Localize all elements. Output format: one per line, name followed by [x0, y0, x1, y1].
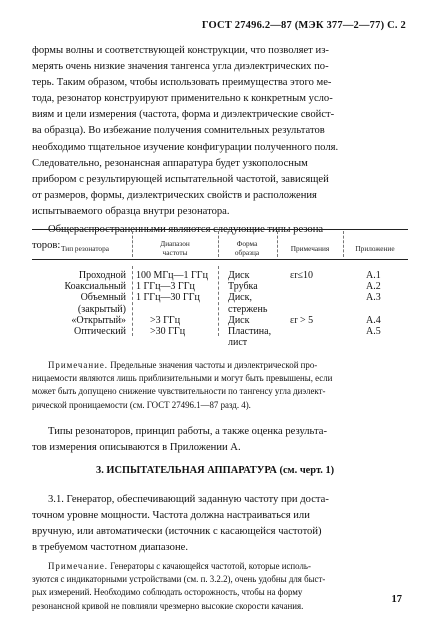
paragraph-intro	[32, 43, 404, 220]
text-line: Общераспространенными являются следующие типы резона-	[48, 224, 327, 235]
text-line: вручную, или автоматически (источник с касающейся частотой)	[32, 526, 322, 538]
text-line: ва образца). Во избежание получения сомнительных результатов	[32, 125, 325, 137]
text-line: тов измерения описываются в Приложении А.	[32, 442, 241, 454]
col-header-appendix: Приложение	[355, 244, 395, 253]
note-column: εr≤10 εr > 5	[290, 270, 314, 326]
page-number: 17	[391, 594, 402, 605]
form-column: Диск Трубка Диск, стержень Диск Пластина, лист	[228, 270, 272, 349]
text-line: прибором с результирующей испытательной частотой, зависящей	[32, 173, 329, 185]
note-label: Примечание.	[48, 360, 108, 370]
text-line: 3.1. Генератор, обеспечивающий заданную частоту при доста-	[48, 494, 329, 505]
generator-note	[32, 560, 404, 613]
paragraph-generator	[32, 492, 404, 556]
text-line: тода, резонатор конструируют применительно к конкретным усло-	[32, 93, 333, 105]
text-line: в требуемом частотном диапазоне.	[32, 542, 188, 554]
col-header-range: Диапазон частоты	[160, 239, 190, 257]
text-line: рической проницаемости (см. ГОСТ 27496.1—87 разд. 4).	[32, 399, 251, 410]
text-line: Генераторы с качающейся частотой, которые исполь-	[108, 561, 311, 571]
text-line: Следовательно, резонансная аппаратура будет узкополосным	[32, 157, 308, 169]
text-line: точном уровне мощности. Частота должна настраиваться или	[32, 510, 310, 522]
text-line: виям и цели измерения (частота, форма и диэлектрические свойст-	[32, 109, 335, 121]
table-note	[32, 359, 404, 412]
text-line: необходимо тщательное изучение конфигурации полученного поля.	[32, 141, 339, 153]
text-line: терь. Таким образом, чтобы использовать преимущества этого ме-	[32, 77, 332, 89]
text-line: Типы резонаторов, принцип работы, а также оценка результа-	[48, 426, 327, 437]
text-line: формы волны и соответствующей конструкции, что позволяет из-	[32, 45, 329, 56]
appendix-column: A.1 A.2 A.3 A.4 A.5	[366, 270, 381, 338]
text-line: ницаемости являются лишь приблизительными и могут быть превышены, если	[32, 373, 333, 384]
text-line: мерять очень низкие значения тангенса угла диэлектрических по-	[32, 61, 329, 73]
text-line: зуются с индикаторными устройствами (см. п. 3.2.2), очень удобны для быст-	[32, 574, 326, 585]
col-header-form: Форма образца	[234, 239, 260, 257]
text-line: от размеров, формы, диэлектрических свойств и расположения	[32, 189, 317, 201]
col-header-type: Тип резонатора	[61, 244, 109, 253]
page-header: ГОСТ 27496.2—87 (МЭК 377—2—77) С. 2	[201, 20, 406, 31]
type-column: Проходной Коаксиальный Объемный (закрытый) «Открытый» Оптический	[64, 270, 126, 338]
col-header-note: Примечания	[290, 244, 330, 253]
text-line: испытываемого образца внутри резонатора.	[32, 205, 230, 217]
text-line: резонансной кривой не повлияли чрезмерно высокие скорости качания.	[32, 600, 304, 611]
section-heading: 3. ИСПЫТАТЕЛЬНАЯ АППАРАТУРА (см. черт. 1)	[96, 465, 335, 476]
paragraph-types-description	[32, 424, 404, 456]
text-line: Предельные значения частоты и диэлектрической про-	[108, 360, 318, 370]
text-line: торов:	[32, 240, 61, 252]
range-column: 100 MГц—1 ГГц 1 ГГц—3 ГГц 1 ГГц—30 ГГц >3 ГГц >30 ГГц	[136, 270, 208, 338]
note-label: Примечание.	[48, 561, 108, 571]
text-line: рых измерений. Необходимо соблюдать осторожность, чтобы на форму	[32, 587, 303, 598]
text-line: может быть допущено снижение чувствительности по тангенсу угла диэлект-	[32, 386, 326, 397]
